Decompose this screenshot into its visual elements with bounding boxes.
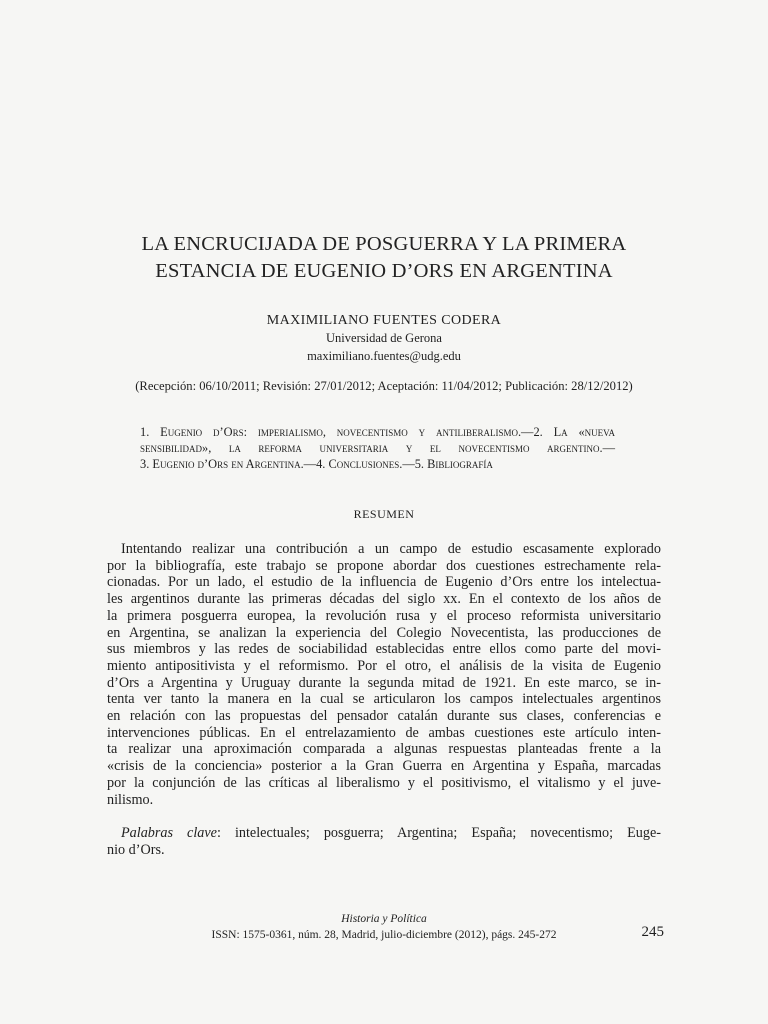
abstract-heading: RESUMEN xyxy=(353,507,415,521)
abstract-line: por la bibliografía, este trabajo se propone abordar dos cuestiones estrechamente rela- xyxy=(107,557,661,574)
abstract-line: Intentando realizar una contribución a un campo de estudio escasamente explorado xyxy=(121,541,661,557)
title-line-2: ESTANCIA DE EUGENIO D’ORS EN ARGENTINA xyxy=(155,260,613,282)
keywords-line-1 xyxy=(107,825,661,842)
keywords-paragraph xyxy=(107,825,661,858)
table-of-contents xyxy=(140,424,615,473)
abstract-line: ta realizar una aproximación comparada a algunas respuestas planteadas frente a la xyxy=(107,741,661,758)
author-email[interactable]: maximiliano.fuentes@udg.edu xyxy=(307,349,461,363)
article-title xyxy=(0,231,768,285)
abstract-line: la primera posguerra europea, la revolución rusa y el proceso reformista universitario xyxy=(107,607,661,624)
toc-line-1: 1. Eugenio d’Ors: imperialismo, novecentismo y antiliberalismo.—2. La «nueva xyxy=(140,425,615,439)
abstract-line: miento antipositivista y el reformismo. Por el otro, el análisis de la visita de Eugenio xyxy=(107,657,661,674)
keywords-text: : intelectuales; posguerra; Argentina; España; novecentismo; Euge- xyxy=(216,825,661,841)
toc-line-3: 3. Eugenio d’Ors en Argentina.—4. Conclusiones.—5. Bibliografía xyxy=(140,457,493,472)
abstract-line: en relación con las propuestas del pensador catalán durante sus clases, conferencias e xyxy=(107,708,661,725)
keywords-line-2: nio d’Ors. xyxy=(107,841,165,858)
author-affiliation: Universidad de Gerona xyxy=(326,331,442,345)
abstract-line: sus miembros y las redes de sociabilidad establecidas entre ellos como parte del movi- xyxy=(107,641,661,658)
author-name: MAXIMILIANO FUENTES CODERA xyxy=(266,313,502,328)
abstract-line: por la conjunción de las críticas al liberalismo y el positivismo, el vitalismo y el juve- xyxy=(107,774,661,791)
abstract-line: intervenciones públicas. En el entrelazamiento de ambas cuestiones este artículo inten- xyxy=(107,724,661,741)
abstract-line: tenta ver tanto la manera en la cual se articularon los campos intelectuales argentinos xyxy=(107,691,661,708)
abstract-line: en Argentina, se analizan la experiencia del Colegio Novecentista, las producciones de xyxy=(107,624,661,641)
toc-line-2: sensibilidad», la reforma universitaria y el novecentismo argentino.— xyxy=(140,441,615,456)
journal-name: Historia y Política xyxy=(341,913,427,925)
abstract-line: nilismo. xyxy=(107,791,154,808)
abstract-line: les argentinos durante las primeras décadas del siglo xx. En el contexto de los años de xyxy=(107,591,661,608)
submission-dates: (Recepción: 06/10/2011; Revisión: 27/01/2012; Aceptación: 11/04/2012; Publicación: 28/12/2012) xyxy=(135,379,633,393)
abstract-line: cionadas. Por un lado, el estudio de la influencia de Eugenio d’Ors entre los intelectua- xyxy=(107,574,661,591)
abstract-line: d’Ors a Argentina y Uruguay durante la segunda mitad de 1921. En este marco, se in- xyxy=(107,674,661,691)
title-line-1: LA ENCRUCIJADA DE POSGUERRA Y LA PRIMERA xyxy=(141,233,627,255)
page-number: 245 xyxy=(641,924,664,940)
keywords-label: Palabras clave xyxy=(121,825,217,841)
abstract-line: «crisis de la conciencia» posterior a la Gran Guerra en Argentina y España, marcadas xyxy=(107,758,661,775)
journal-issn: ISSN: 1575-0361, núm. 28, Madrid, julio-diciembre (2012), págs. 245-272 xyxy=(211,929,557,941)
abstract-paragraph xyxy=(107,541,661,808)
